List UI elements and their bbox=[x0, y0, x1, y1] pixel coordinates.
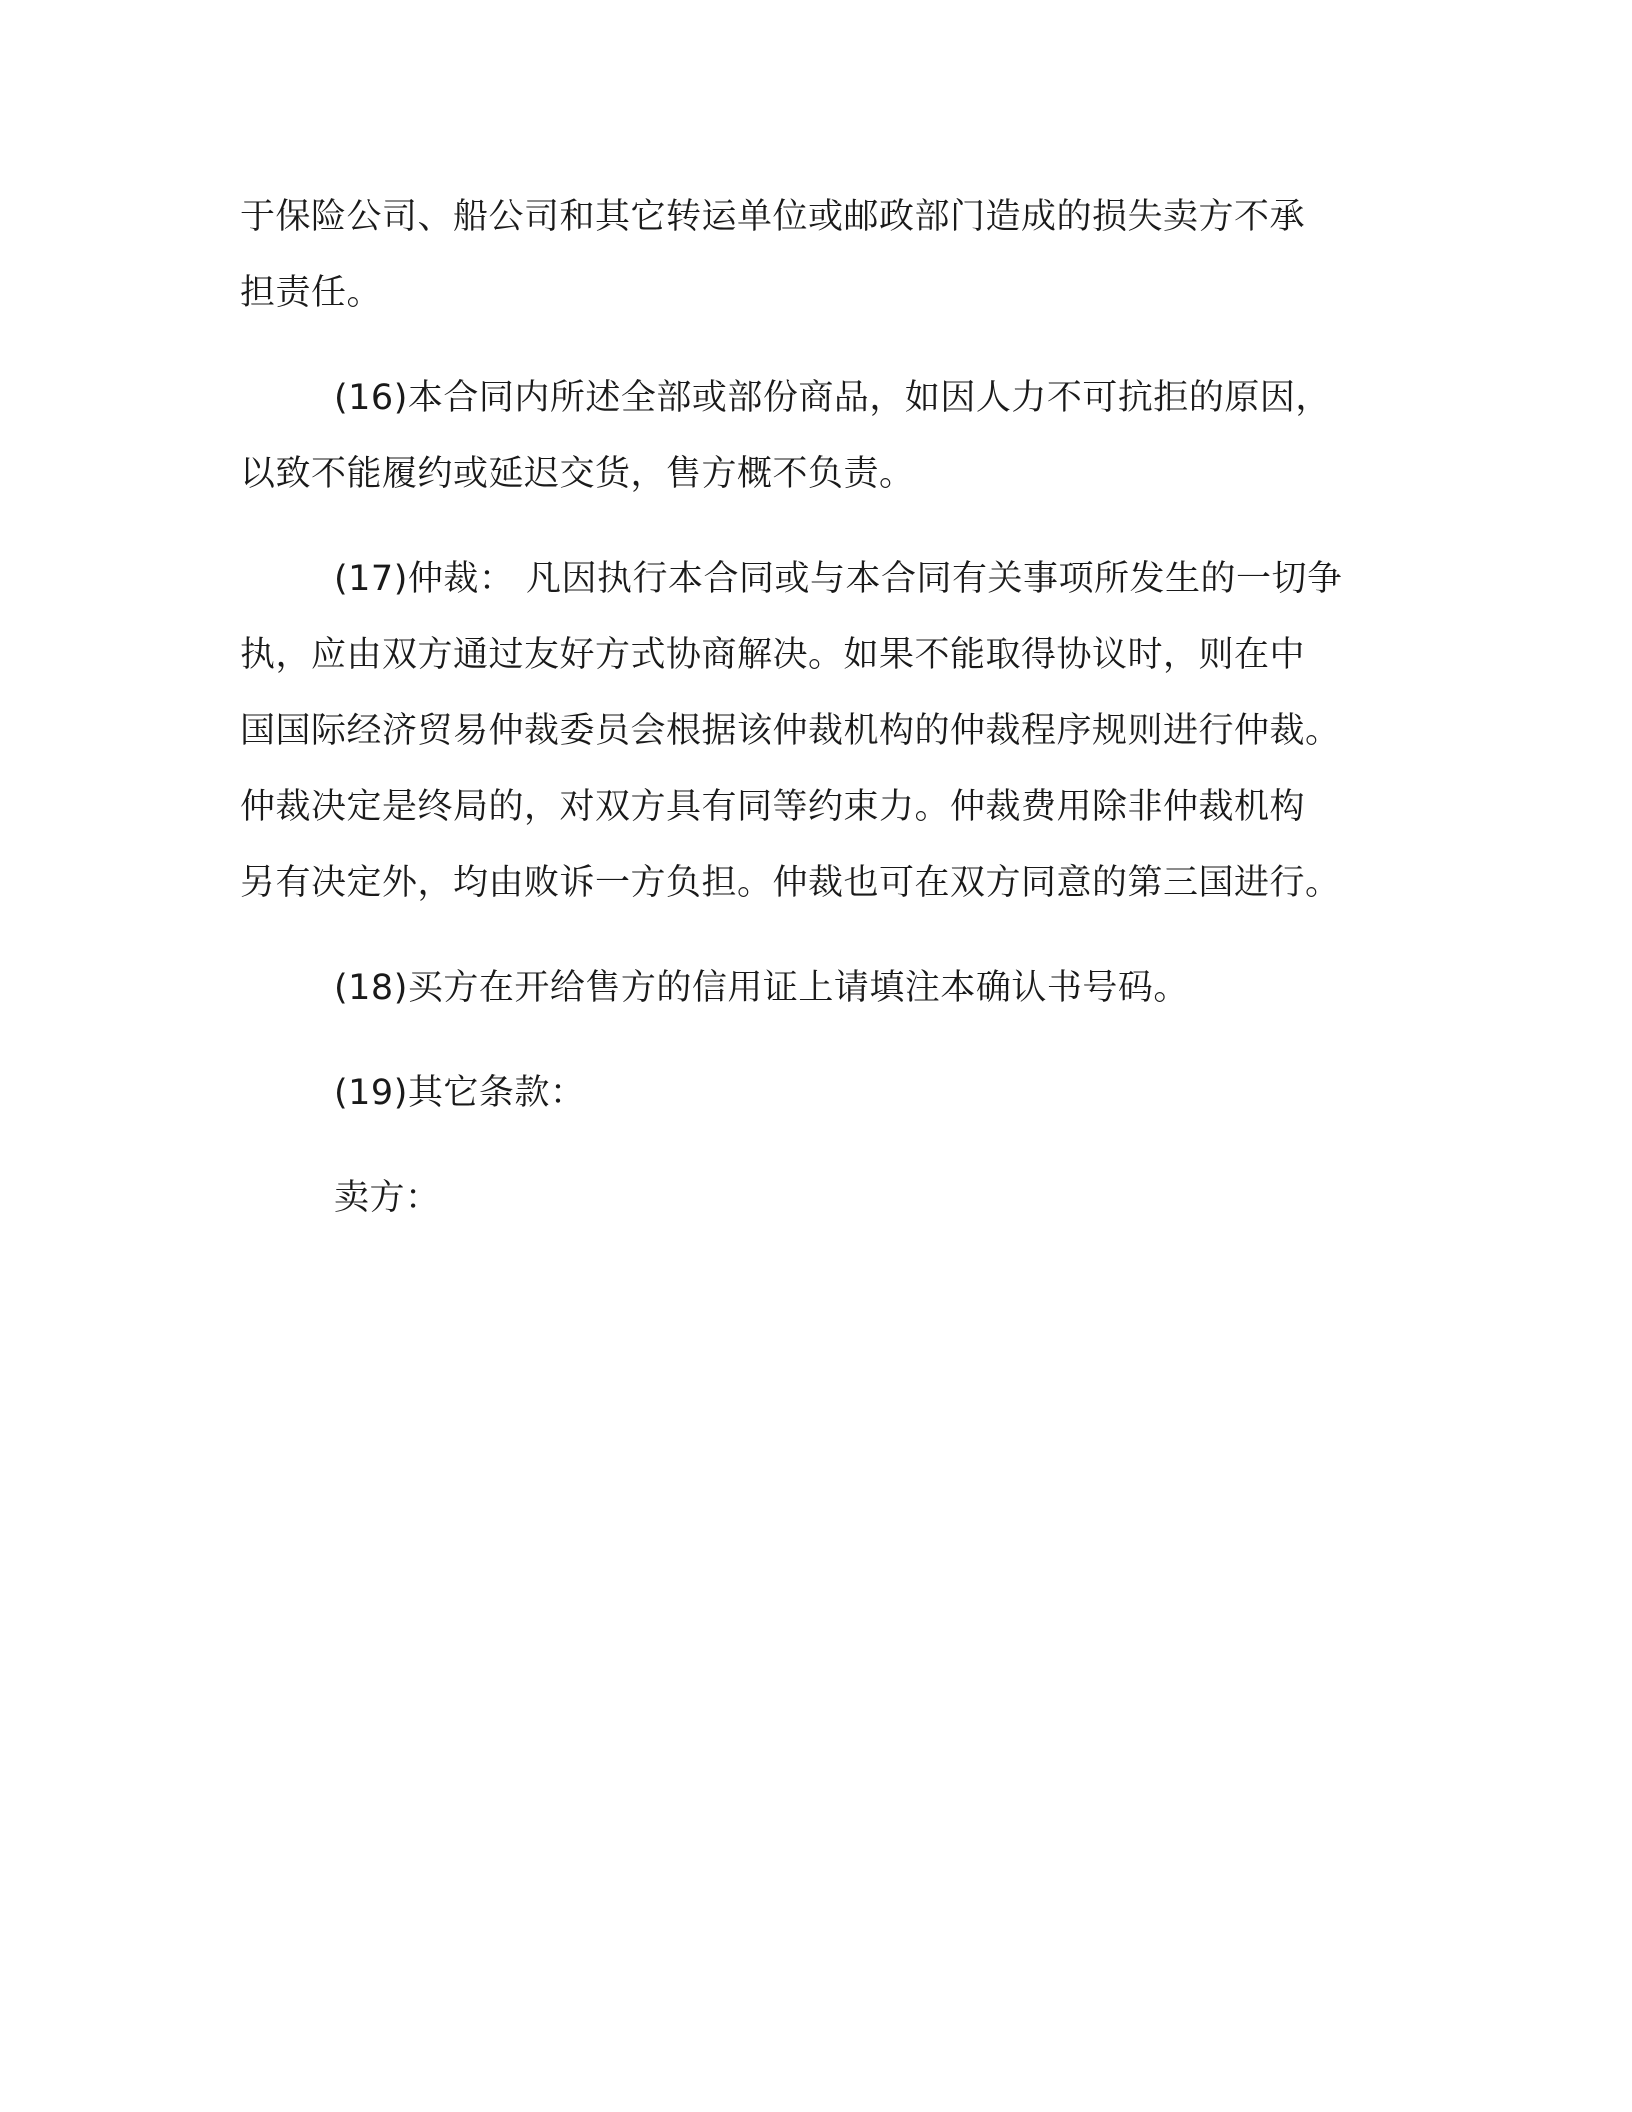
text-line: 担责任。 bbox=[240, 273, 383, 313]
clause-16-line: (16)本合同内所述全部或部份商品，如因人力不可抗拒的原因， bbox=[334, 378, 1331, 418]
text-line: 仲裁决定是终局的，对双方具有同等约束力。仲裁费用除非仲裁机构 bbox=[240, 787, 1306, 827]
text-line: 国国际经济贸易仲裁委员会根据该仲裁机构的仲裁程序规则进行仲裁。 bbox=[240, 711, 1341, 751]
seller-label: 卖方： bbox=[334, 1178, 441, 1218]
text-line: 另有决定外，均由败诉一方负担。仲裁也可在双方同意的第三国进行。 bbox=[240, 863, 1341, 903]
clause-18-line: (18)买方在开给售方的信用证上请填注本确认书号码。 bbox=[334, 968, 1189, 1008]
clause-19-line: (19)其它条款： bbox=[334, 1073, 586, 1113]
text-line: 以致不能履约或延迟交货，售方概不负责。 bbox=[240, 454, 915, 494]
clause-17-line: (17)仲裁： 凡因执行本合同或与本合同有关事项所发生的一切争 bbox=[334, 559, 1343, 599]
text-line: 执，应由双方通过友好方式协商解决。如果不能取得协议时，则在中 bbox=[240, 635, 1306, 675]
text-line: 于保险公司、船公司和其它转运单位或邮政部门造成的损失卖方不承 bbox=[240, 197, 1306, 237]
